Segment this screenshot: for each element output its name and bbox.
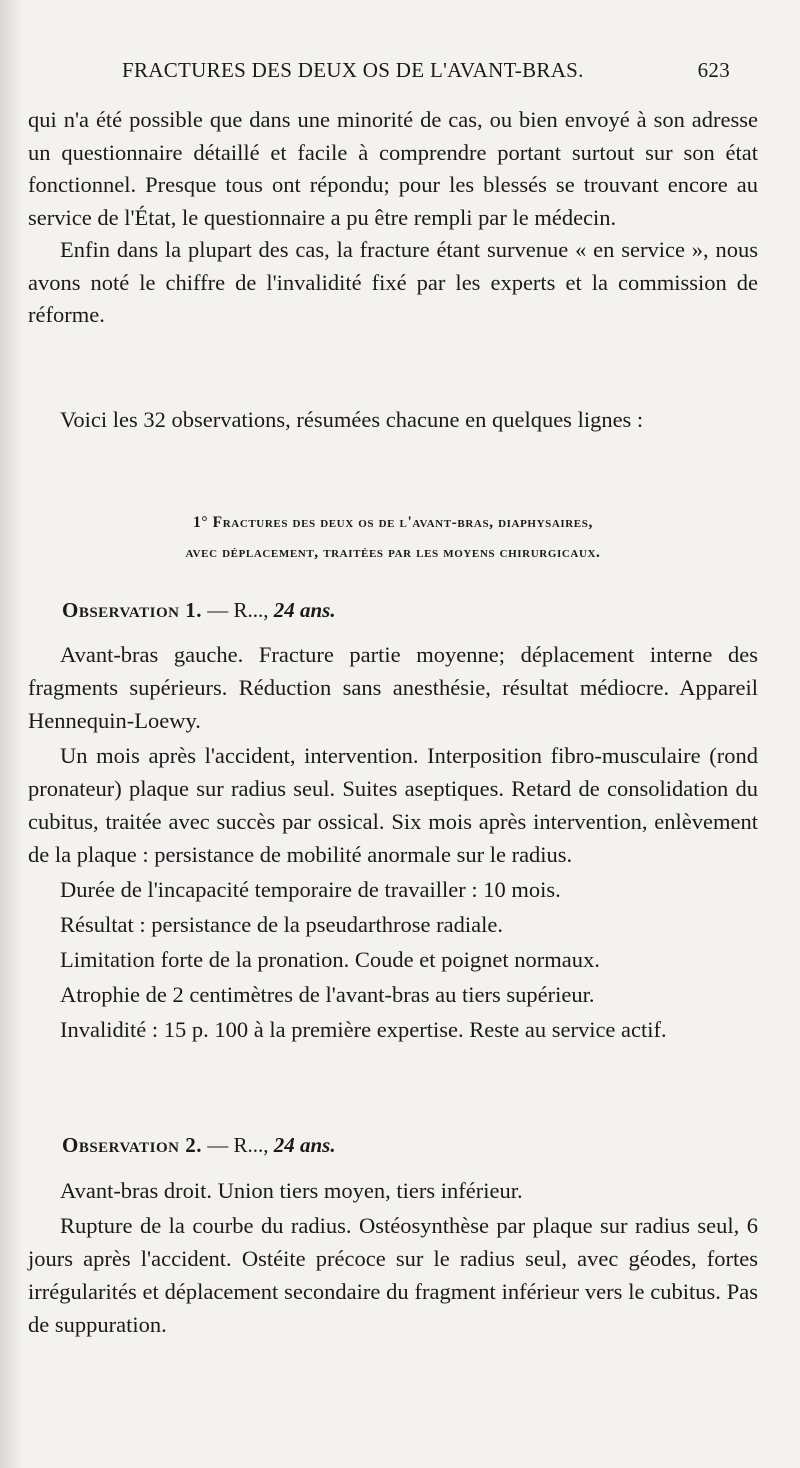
- obs2-paragraph: Avant-bras droit. Union tiers moyen, tiers inférieur.: [60, 1178, 523, 1203]
- intro-text-2: [28, 404, 758, 437]
- page-gutter-shadow: [0, 0, 22, 1468]
- page-number: 623: [697, 58, 730, 82]
- section-heading-line-2: avec déplacement, traitées par les moyens chirurgicaux.: [185, 544, 601, 561]
- intro-text: [28, 104, 758, 332]
- obs1-paragraph: Un mois après l'accident, intervention. Interposition fibro-musculaire (rond pronateur) plaque sur radius seul. Suites aseptiques. Retard de consolidation du cubitus, traitée avec succès par ossical. Six mois après intervention, enlèvement de la plaque : persistance de mobilité anormale sur le radius.: [28, 743, 758, 867]
- obs1-paragraph: Durée de l'incapacité temporaire de travailler : 10 mois.: [60, 877, 561, 902]
- observation-patient: — R...,: [207, 598, 269, 622]
- intro-paragraph-3: Voici les 32 observations, résumées chacune en quelques lignes :: [60, 407, 644, 432]
- obs2-paragraph: Rupture de la courbe du radius. Ostéosynthèse par plaque sur radius seul, 6 jours après l'accident. Ostéite précoce sur le radius seul, avec géodes, fortes irrégularités et déplacement secondaire du fragment inférieur vers le cubitus. Pas de suppuration.: [28, 1213, 758, 1337]
- obs1-paragraph: Résultat : persistance de la pseudarthrose radiale.: [60, 912, 503, 937]
- observation-1-body: [28, 638, 758, 1048]
- obs1-paragraph: Limitation forte de la pronation. Coude et poignet normaux.: [60, 947, 600, 972]
- observation-age: 24 ans.: [273, 1133, 336, 1157]
- observation-2-heading: [62, 1133, 336, 1158]
- section-heading-line-1: 1° Fractures des deux os de l'avant-bras, diaphysaires,: [193, 514, 593, 531]
- observation-label: Observation 1.: [62, 598, 202, 622]
- intro-paragraph-1: qui n'a été possible que dans une minorité de cas, ou bien envoyé à son adresse un questionnaire détaillé et facile à comprendre portant surtout sur son état fonctionnel. Presque tous ont répondu; pour les blessés se trouvant encore au service de l'État, le questionnaire a pu être rempli par le médecin.: [28, 107, 758, 230]
- obs1-paragraph: Atrophie de 2 centimètres de l'avant-bras au tiers supérieur.: [60, 982, 595, 1007]
- running-header: [110, 58, 730, 88]
- running-title: FRACTURES DES DEUX OS DE L'AVANT-BRAS.: [122, 58, 584, 82]
- observation-2-body: [28, 1174, 758, 1343]
- obs1-paragraph: Avant-bras gauche. Fracture partie moyenne; déplacement interne des fragments supérieurs. Réduction sans anesthésie, résultat médiocre. Appareil Hennequin-Loewy.: [28, 642, 758, 733]
- observation-patient: — R...,: [207, 1133, 269, 1157]
- observation-age: 24 ans.: [273, 598, 336, 622]
- observation-1-heading: [62, 598, 336, 623]
- intro-paragraph-2: Enfin dans la plupart des cas, la fracture étant survenue « en service », nous avons noté le chiffre de l'invalidité fixé par les experts et la commission de réforme.: [28, 237, 758, 327]
- obs1-paragraph: Invalidité : 15 p. 100 à la première expertise. Reste au service actif.: [60, 1017, 667, 1042]
- section-heading: [28, 508, 758, 568]
- observation-label: Observation 2.: [62, 1133, 202, 1157]
